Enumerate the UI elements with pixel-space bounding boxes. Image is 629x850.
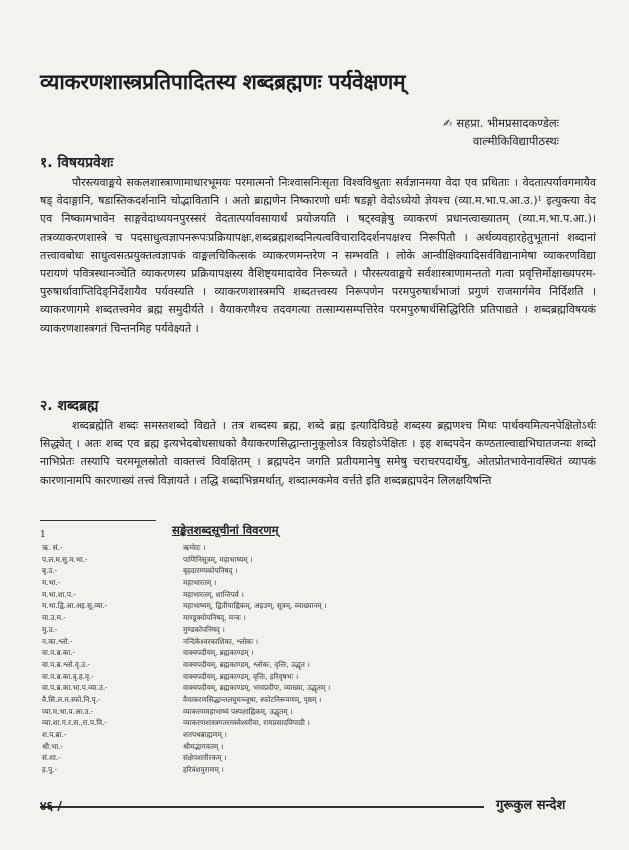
abbreviation-row xyxy=(40,554,600,566)
abbreviation: ह.पु.- xyxy=(42,765,57,775)
abbreviation-row xyxy=(40,589,600,601)
abbreviation: वै.सि.ल.म.स्फो.नि.पृ.- xyxy=(42,694,101,704)
abbreviation-row xyxy=(40,752,600,764)
abbreviation: वा.प.ब्र.का.भा.प.व्या.उ.- xyxy=(42,683,108,693)
section-paragraph: शब्दब्रह्मेति शब्दः समस्तशब्दो विद्यते । तत्र शब्दस्य ब्रह्म, शब्दे ब्रह्म इत्यादिविग्रहे शब्दस्य ब्रह्मणश्च मिथः पार्थक्यमित्यनपेक्षितोऽर्थः सिद्ध्येत् । अतः शब्द एव ब्रह्म इत्यभेदबोधसाधको वैयाकरणसिद्धान्तानुकूलोऽत्र विग्रहोऽपेक्षितः । इह शब्दपदेन कण्ठताल्वाद्यभिघातजन्यः शब्दो नाभिप्रेतः तस्यापि चरममूलस्रोतो वाक्तत्त्वं विवक्षितम् । ब्रह्मपदेन जगति प्रतीयमानेषु समेषु चराचरपदार्थेषु, ओतप्रोतभावेनावस्थितं व्यापकं कारणानामपि कारणाख्यं तत्त्वं विज्ञायते । तद्धि शब्दाभिन्नमर्थात्, शब्दात्मकमेव वर्त्तते इति शब्दब्रह्मपदेन लिलक्षयिषन्ति xyxy=(40,419,596,487)
footnote-number: 1 xyxy=(40,530,46,540)
abbreviation-list xyxy=(40,542,600,776)
abbreviation-expansion: महाभाष्यम्, द्वितीयाह्निकम्, अइउण्, सूत्रम्, व्याख्यानम् । xyxy=(183,601,327,611)
section-heading: २. शब्दब्रह्म xyxy=(40,398,99,414)
abbreviation: ऋ. सं.- xyxy=(42,543,63,552)
abbreviation-row xyxy=(40,542,600,554)
abbreviation-expansion: मुण्डकोपनिषद् । xyxy=(183,624,225,634)
abbreviation-expansion: वाक्यपदीयम्, ब्रह्मकाण्डम् । xyxy=(183,648,254,658)
abbreviation-row xyxy=(40,636,600,648)
abbreviation-row xyxy=(40,577,600,589)
abbreviation-expansion: व्याकरणमहाभाष्यं पस्पशाह्निकम्, उद्धृतम् । xyxy=(183,706,293,716)
abbreviation: व्या.म.भा.प.आ.उ.- xyxy=(42,706,94,716)
footer-rule xyxy=(40,806,484,808)
footnote-title: सङ्केतशब्दसूचीनां विवरणम् xyxy=(172,523,279,537)
author-line xyxy=(443,116,559,131)
abbreviation-expansion: महाभारतम्, शान्तिपर्व । xyxy=(183,589,244,599)
abbreviation: श.प.ब्रा.- xyxy=(42,730,67,739)
abbreviation-row xyxy=(40,565,600,577)
footnote-divider xyxy=(40,520,156,521)
abbreviation-expansion: बृहदारण्यकोपनिषद् । xyxy=(183,566,238,576)
abbreviation: बृ.उ.- xyxy=(42,566,58,576)
abbreviation-row xyxy=(40,612,600,624)
abbreviation: म.भा.द्वि.आ.अइ.सू.व्या.- xyxy=(42,601,108,611)
abbreviation-expansion: श्रीमद्भागवतम् । xyxy=(183,741,224,751)
abbreviation-row xyxy=(40,729,600,741)
abbreviation-row xyxy=(40,706,600,718)
abbreviation: श्री.भा.- xyxy=(42,741,63,751)
section-heading: १. विषयप्रवेशः xyxy=(40,155,114,171)
abbreviation: सं.शा.- xyxy=(42,753,61,763)
abbreviation-row xyxy=(40,659,600,671)
abbreviation-row xyxy=(40,600,600,612)
abbreviation-row xyxy=(40,624,600,636)
abbreviation-expansion: ऋग्वेदः । xyxy=(183,543,206,552)
abbreviation-expansion: वाक्यपदीयम्, ब्रह्मकाण्डम्, श्लोकः, वृत्तिः, उद्धृत । xyxy=(183,659,310,669)
abbreviation: वा.प.ब्र.श्लो.वृ.उ.- xyxy=(42,659,90,669)
abbreviation-expansion: पाणिनिसूत्रम्, महाभाष्यम् । xyxy=(183,554,253,564)
abbreviation-expansion: वाक्यपदीयम्, ब्रह्मकाण्डम्, भावप्रदीपः, व्याख्या, उद्धृतम् । xyxy=(183,683,331,693)
abbreviation-expansion: महाभारतम् । xyxy=(183,578,217,588)
page-number: ४६ / xyxy=(40,798,62,813)
abbreviation: मा.उ.म.- xyxy=(42,613,66,623)
abbreviation-row xyxy=(40,694,600,706)
abbreviation: म.भा.शा.प.- xyxy=(42,589,76,599)
abbreviation: न.का.श्लो.- xyxy=(42,636,73,646)
abbreviation-expansion: संक्षेपशारीरकम् । xyxy=(183,753,227,763)
abbreviation-expansion: वैयाकरणसिद्धान्तलघुमञ्जूषा, स्फोटनिरूपणम्, पृष्ठम् । xyxy=(183,694,322,704)
journal-name: गुरूकुल सन्देश xyxy=(496,798,566,813)
abbreviation-expansion: शतपथब्राह्मणम् । xyxy=(183,730,227,739)
abbreviation: व्या.शा.ग.र.स.,रा.प.वि.- xyxy=(42,718,107,728)
abbreviation-expansion: हरिवंशपुराणम् । xyxy=(183,765,224,775)
abbreviation: वा.प.ब्र.का.- xyxy=(42,648,75,658)
abbreviation-row xyxy=(40,717,600,729)
abbreviation-expansion: माण्डूक्योपनिषद्, मन्त्रः । xyxy=(183,613,246,623)
article-title: व्याकरणशास्त्रप्रतिपादितस्य शब्दब्रह्मणः पर्यवेक्षणम् xyxy=(40,70,406,94)
pen-icon: ✍ xyxy=(443,117,453,130)
abbreviation-row xyxy=(40,682,600,694)
abbreviation-expansion: नन्दिकेश्वरकाशिका, श्लोकः । xyxy=(183,636,259,646)
abbreviation-row xyxy=(40,741,600,753)
abbreviation-expansion: व्याकरणशास्त्रगतरमस्वेश्वरीया, रामप्रसादविपाठी । xyxy=(183,718,310,728)
abbreviation: वा.प.ब्र.का.वृ.ह.वृ.- xyxy=(42,671,94,681)
abbreviation: म.भा.- xyxy=(42,578,61,588)
author-institution: वाल्मीकिविद्यापीठस्थः xyxy=(472,134,559,148)
abbreviation: प.ल.म.सु.म.भा.- xyxy=(42,554,88,564)
abbreviation-row xyxy=(40,671,600,683)
abbreviation-row xyxy=(40,647,600,659)
section-paragraph: पौरस्त्यवाङ्मये सकलशास्त्राणामाधारभूमयः परमात्मनो निःश्वासनिःसृता विश्वविश्रुताः सर्वज्ञानमया वेदा एव प्रथिताः । वेदतात्पर्यावगमायैव षड् वेदाङ्गानि, षडास्तिकदर्शनानि चोद्भावितानि । अतो ब्राह्मणेन निष्कारणो धर्मः षडङ्गो वेदोऽध्येयो ज्ञेयश्च (व्या.म.भा.प.आ.उ.)¹ इत्युक्त्या वेद एव निष्कामभावेन साङ्गवेदाध्ययनपुरस्सरं वेदतात्पर्यावसायार्थं प्रयोजयति । षट्स्वङ्गेषु व्याकरणं प्रधानत्वाख्यातम् (व्या.म.भा.प.आ.)।तत्रव्याकरणशास्त्रे च पदसाधुत्वज्ञापनरूपःप्रक्रियापक्षः,शब्दब्रह्मशब्दनित्यत्वविचारादिदर्शनपक्षश्च निरूपितौ । अर्थव्यवहारहेतुभूतानां शब्दानां तत्त्वावबोधः साधुत्वसत्प्रयुक्तत्वज्ञापकं वाङ्मलचिकित्सकं व्याकरणमन्तरेण न सम्भवति । लोके आन्वीक्षिक्यादिसर्वविद्यानामेषा व्याकरणविद्या परायणं पवित्रस्थानञ्चेति व्याकरणस्य प्रक्रियापक्षस्य वैशिष्ट्यमादावेव निरूच्यते । पौरस्त्यवाङ्मये सर्वशास्त्राणामन्ततो गत्वा प्रवृत्तिर्मोक्षाख्यपरम- पुरुषार्थावाप्तिदिङ्निर्देशायैव पर्यवस्यति । व्याकरणशास्त्रमपि शब्दतत्त्वस्य निरूपणेन परमपुरुषार्थभाजां प्रगुणं राजमार्गमेव निर्दिशति । व्याकरणागमे शब्दतत्त्वमेव ब्रह्म समुदीर्यते । वैयाकरणैश्च तदवगत्या तत्साम्यसम्पत्तिरेव परमपुरुषार्थसिद्धिरिति प्रतिपाद्यते । शब्दब्रह्मविषयकं व्याकरणशास्त्रगतं चिन्तनमिह पर्यवेक्ष्यते । xyxy=(40,176,596,335)
author-name: सहप्रा. भीमप्रसादकण्डेलः xyxy=(456,116,559,130)
abbreviation: मु.उ.- xyxy=(42,624,58,634)
abbreviation-expansion: वाक्यपदीयम्, ब्रह्मकाण्डम्, वृत्तिः, हरिवृषभः । xyxy=(183,671,299,681)
abbreviation-row xyxy=(40,764,600,776)
